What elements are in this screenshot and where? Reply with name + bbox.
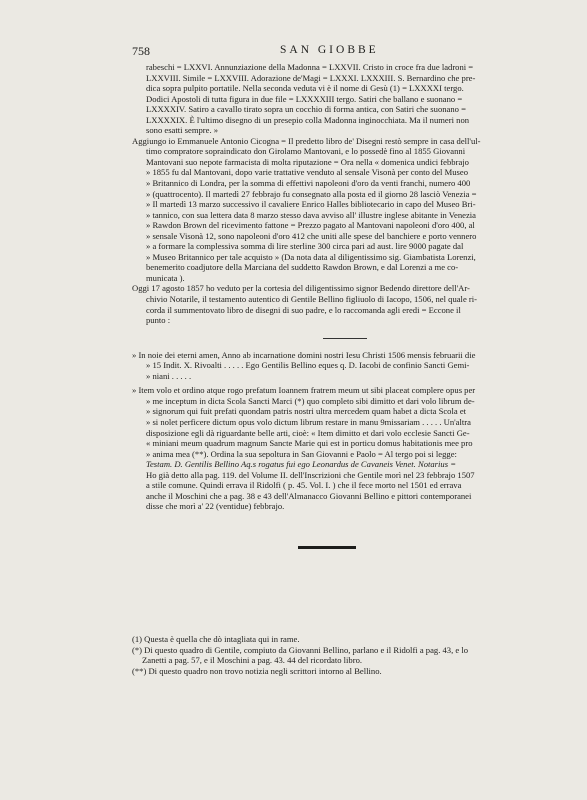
text-line: LXXXXIX. È l'ultimo disegno di un presepio colla Madonna inginocchiata. Ma il numeri non bbox=[146, 114, 470, 125]
text-line: » signorum qui fuit prefati quondam patris nostri ultra mercedem quam habet a dicta Scola et bbox=[146, 406, 467, 417]
text-line: timo compratore sopraindicato don Girolamo Mantovani, e lo possedè fino al 1855 Giovanni bbox=[146, 146, 466, 157]
cicogna-paragraph bbox=[132, 136, 558, 284]
page-header bbox=[132, 44, 558, 58]
text-line: Mantovani suo nepote farmacista di molta riputazione = Ora nella « domenica undici febbrajo bbox=[146, 156, 469, 167]
footnote-continuation: Zanetti a pag. 57, e il Moschini a pag. 43. 44 del ricordato libro. bbox=[142, 655, 363, 666]
text-line: » Museo Britannico per tale acquisto » (Da nota data al diligentissimo sig. Giambatista Lorenzi, bbox=[146, 251, 476, 262]
end-of-section-rule bbox=[298, 546, 356, 549]
text-line: » Item volo et ordino atque rogo prefatum Ioannem fratrem meum ut sibi placeat complere opus per bbox=[132, 385, 476, 396]
text-line: » 15 Indit. X. Rivoalti . . . . . Ego Gentilis Bellino eques q. D. Iacobi de confinio Sancti Gemi- bbox=[146, 360, 470, 371]
text-line: a stile comune. Quindi errava il Ridolfi ( p. 45. Vol. I. ) che il fece morto nel 1501 ed errava bbox=[146, 480, 462, 491]
text-line: benemerito coadjutore della Marciana del suddetto Rawdon Brown, e dal Lorenzi a me co- bbox=[146, 262, 459, 273]
main-text bbox=[132, 62, 558, 512]
text-line: punto : bbox=[146, 315, 171, 326]
footnotes bbox=[132, 634, 558, 676]
text-line: » (quattrocento). Il martedì 27 febbrajo fu consegnato alla posta ed il giorno 28 lasciò Venezia = bbox=[146, 188, 477, 199]
text-line: sono esatti sempre. » bbox=[146, 125, 219, 136]
text-line: corda il summentovato libro de disegni di suo padre, e lo raccomanda agli eredi = Eccone il bbox=[146, 304, 461, 315]
text-line: » si nolet perficere dictum opus volo dictum librum restare in manu 9missariam . . . . . Un'altra bbox=[146, 416, 471, 427]
text-line: disse che morì a' 22 (ventidue) febbrajo. bbox=[146, 501, 285, 512]
testament-quote bbox=[132, 350, 558, 382]
text-line: » a formare la complessiva somma di lire sterline 300 circa pari ad aust. lire 9000 pagate dal bbox=[146, 241, 464, 252]
text-line: » Britannico di Londra, per la somma di effettivi napoleoni d'oro da venti franchi, numero 400 bbox=[146, 178, 471, 189]
text-line: » In noie dei eterni amen, Anno ab incarnatione domini nostri Iesu Christi 1506 mensis februarii die bbox=[132, 349, 476, 360]
text-line: dica sopra pulpito portatile. Nella seconda veduta vi è il nome di Gesù (1) = LXXXXI tergo. bbox=[146, 83, 464, 94]
text-line: Oggi 17 agosto 1857 ho veduto per la cortesia del diligentissimo signor Bedendo direttore dell'Ar- bbox=[132, 283, 470, 294]
text-line: Dodici Apostoli di tutta figura in due file = LXXXXIII tergo. Satiri che ballano e suonano = bbox=[146, 93, 463, 104]
text-line: LXXXXIV. Satiro a cavallo tirato sopra un cocchio di forma antica, con Satiri che suonano = bbox=[146, 104, 466, 115]
text-line: » anima mea (**). Ordina la sua sepoltura in San Giovanni e Paolo = Al tergo poi si legge: bbox=[146, 448, 457, 459]
intro-paragraph bbox=[132, 62, 558, 136]
text-line: Testam. D. Gentilis Bellino Aq.s rogatus fui ego Leonardus de Cavaneis Venet. Notarius = bbox=[146, 459, 456, 470]
footnote: (*) Di questo quadro di Gentile, compiuto da Giovanni Bellino, parlano e il Ridolfi a pag. 43, e lo bbox=[132, 644, 469, 655]
text-line: » Il martedì 13 marzo successivo il cavaliere Enrico Halles bibliotecario in capo del Museo Bri- bbox=[146, 199, 476, 210]
item-paragraph bbox=[132, 385, 558, 512]
text-line: » Rawdon Brown del ricevimento fattone = Prezzo pagato al Mantovani napoleoni d'oro 400, al bbox=[146, 220, 475, 231]
running-title: SAN GIOBBE bbox=[280, 44, 379, 56]
text-line: » sensale Visonà 12, sono napoleoni d'oro 412 che uniti alle spese del banchiere e porto vennero bbox=[146, 230, 477, 241]
section-divider bbox=[323, 338, 367, 339]
text-line: » me inceptum in dicta Scola Sancti Marci (*) quo completo sibi dimitto et dari volo librum de- bbox=[146, 395, 475, 406]
text-line: » tannico, con sua lettera data 8 marzo stesso dava avviso all' illustre inglese abitante in Venezia bbox=[146, 209, 476, 220]
text-line: » niani . . . . . bbox=[146, 370, 192, 381]
footnote: (1) Questa è quella che dò intagliata qui in rame. bbox=[132, 634, 300, 644]
text-line: rabeschi = LXXVI. Annunziazione della Madonna = LXXVII. Cristo in croce fra due ladroni = bbox=[146, 62, 474, 72]
footnote: (**) Di questo quadro non trovo notizia negli scrittori intorno al Bellino. bbox=[132, 665, 382, 676]
text-line: LXXVIII. Simile = LXXVIII. Adorazione de'Magi = LXXXI. LXXXIII. S. Bernardino che pre- bbox=[146, 72, 476, 83]
text-line: « miniani meum quadrum magnum Sancte Marie qui est in porticu domus habitationis mee pro bbox=[146, 438, 473, 449]
oggi-paragraph bbox=[132, 283, 558, 325]
text-line: Aggiungo io Emmanuele Antonio Cicogna = Il predetto libro de' Disegni restò sempre in casa dell'ul- bbox=[132, 135, 481, 146]
text-line: municata ). bbox=[146, 272, 185, 283]
page-number: 758 bbox=[132, 44, 150, 58]
text-line: anche il Moschini che a pag. 38 e 43 dell'Almanacco Giovanni Bellino e pittori contemporanei bbox=[146, 490, 472, 501]
text-line: disposizione egli dà riguardante belle arti, cioè: « Item dimitto et dari volo ecclesie Sancti Ge- bbox=[146, 427, 470, 438]
text-line: » 1855 fu dal Mantovani, dopo varie trattative venduto al sensale Visonà per conto del Museo bbox=[146, 167, 468, 178]
text-line: chivio Notarile, il testamento autentico di Gentile Bellino figliuolo di Iacopo, 1506, nel quale ri- bbox=[146, 294, 478, 305]
text-line: Ho già detto alla pag. 119. del Volume II. dell'Inscrizioni che Gentile morì nel 23 febbrajo 1507 bbox=[146, 469, 475, 480]
